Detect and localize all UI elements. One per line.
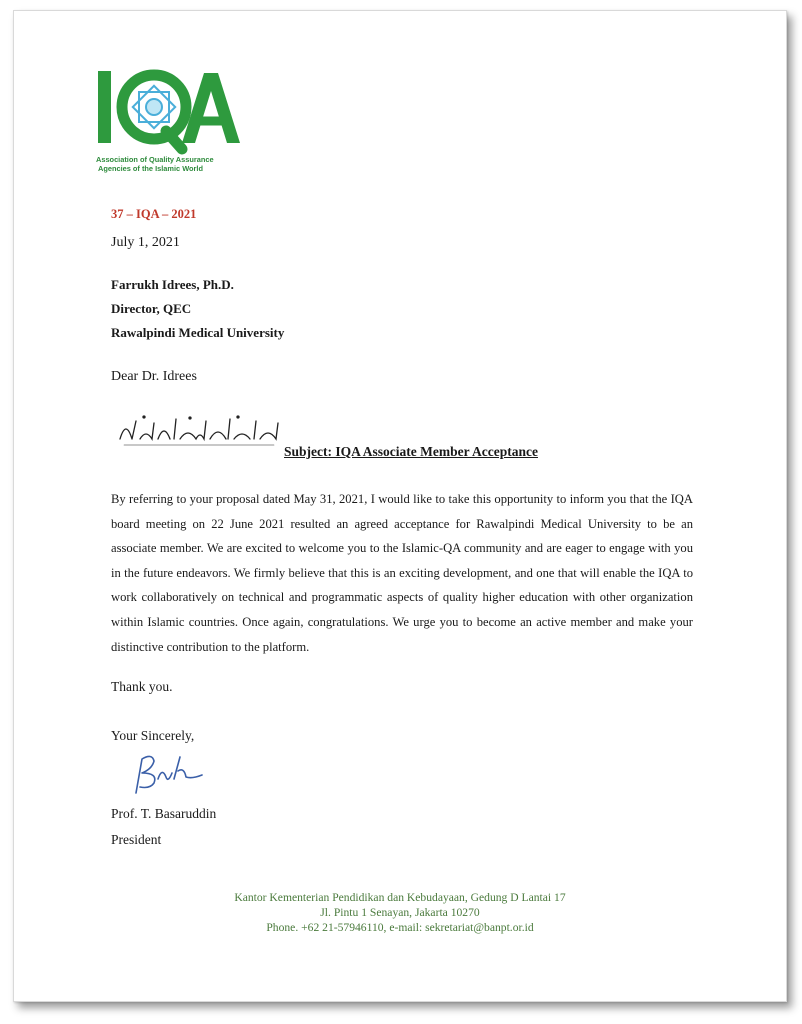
footer-line-1: Kantor Kementerian Pendidikan dan Kebudayaan, Gedung D Lantai 17	[234, 891, 566, 904]
letter-page	[13, 10, 787, 1002]
iqa-logo-mark	[96, 69, 246, 155]
logo-org-line-2: Agencies of the Islamic World	[98, 164, 203, 173]
arabic-greeting-calligraphy	[114, 409, 284, 449]
recipient-name: Farrukh Idrees, Ph.D.	[111, 277, 234, 292]
footer-line-2: Jl. Pintu 1 Senayan, Jakarta 10270	[320, 906, 480, 920]
reference-number: 37 – IQA – 2021	[111, 207, 197, 221]
signature	[122, 749, 212, 797]
signer-title: President	[111, 832, 162, 847]
salutation: Dear Dr. Idrees	[111, 369, 197, 384]
closing-line: Your Sincerely,	[111, 728, 195, 743]
footer-line-3: Phone. +62 21-57946110, e-mail: sekretariat@banpt.or.id	[266, 921, 534, 935]
subject-line: Subject: IQA Associate Member Acceptance	[284, 444, 538, 459]
signer-name: Prof. T. Basaruddin	[111, 806, 217, 821]
iqa-logo	[96, 69, 246, 187]
recipient-block	[111, 273, 284, 345]
thanks-line: Thank you.	[111, 679, 173, 694]
letter-body: By referring to your proposal dated May 31, 2021, I would like to take this opportunity to inform you that the IQA board meeting on 22 June 2021 resulted an agreed acceptance for Rawalpindi Medical University to be an associate member. We are excited to welcome you to the Islamic-QA community and are eager to engage with you in the future endeavors. We firmly believe that this is an exciting development, and one that will enable the IQA to work collaboratively on technical and programmatic aspects of quality higher education with other organization within Islamic countries. Once again, congratulations. We urge you to become an active member and make your distinctive contribution to the platform.	[111, 492, 693, 654]
signer-block	[111, 801, 216, 853]
recipient-organization: Rawalpindi Medical University	[111, 325, 285, 340]
logo-org-line-1: Association of Quality Assurance	[96, 155, 214, 164]
footer-address	[14, 890, 786, 936]
letter-date: July 1, 2021	[111, 235, 180, 250]
logo-caption	[96, 155, 246, 173]
recipient-title: Director, QEC	[111, 301, 192, 316]
